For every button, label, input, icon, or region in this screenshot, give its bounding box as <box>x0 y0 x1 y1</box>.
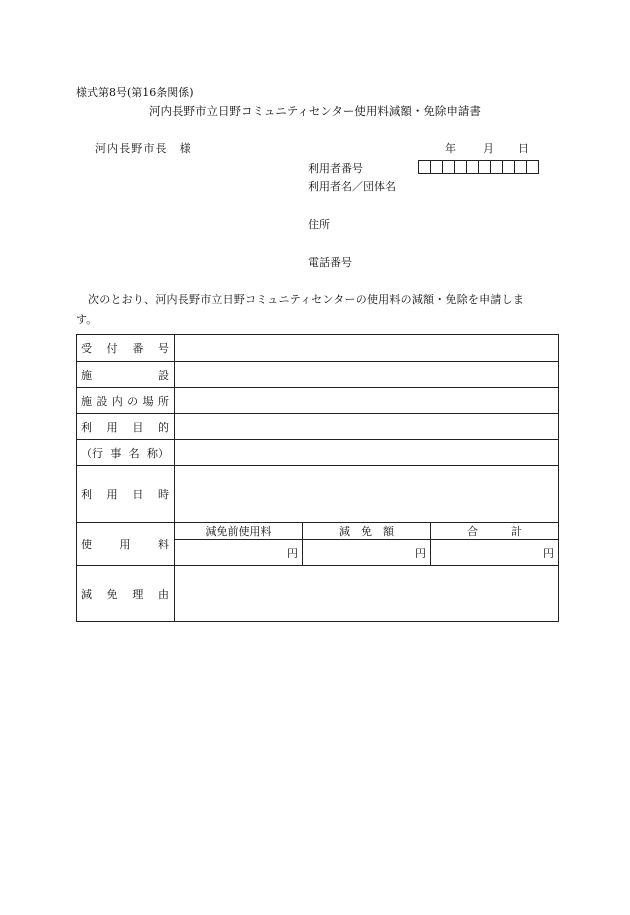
label-char: 号 <box>157 342 169 355</box>
table-row-datetime <box>77 466 559 523</box>
label-char: 使 <box>81 538 92 551</box>
label-char: 減 <box>81 587 92 601</box>
table-row-fee-header <box>77 523 559 540</box>
label-char: 利 <box>81 488 92 501</box>
label-char: 設 <box>96 394 108 408</box>
label-char: 施 <box>81 394 92 408</box>
label-char: 所 <box>157 394 169 408</box>
yen-unit: 円 <box>287 546 298 560</box>
datetime-value-cell[interactable] <box>175 466 559 523</box>
user-name-label: 利用者名／団体名 <box>308 180 396 193</box>
row-label <box>77 388 175 414</box>
label-char: 時 <box>157 488 169 501</box>
label-char: 内 <box>111 394 123 408</box>
form-number: 様式第8号(第16条関係) <box>76 86 194 99</box>
phone-label: 電話番号 <box>308 256 352 269</box>
fee-before-reduction-cell[interactable] <box>175 540 303 566</box>
label-char: 的 <box>157 420 169 434</box>
date-day-label: 日 <box>518 142 529 155</box>
table-row-event <box>77 440 559 466</box>
body-text-line2: す。 <box>76 313 98 326</box>
fee-sub-header: 減 免 額 <box>303 523 431 540</box>
fee-sub-header: 減免前使用料 <box>175 523 303 540</box>
label-char: 事 <box>110 446 122 460</box>
label-char: 日 <box>132 488 144 501</box>
yen-unit: 円 <box>543 546 554 560</box>
label-char: 免 <box>106 587 118 601</box>
form-title: 河内長野市立日野コミュニティセンター使用料減額・免除申請書 <box>149 104 481 118</box>
user-number-label: 利用者番号 <box>308 162 363 175</box>
label-char: 理 <box>132 587 144 601</box>
label-char: 受 <box>81 342 92 355</box>
label-char: 用 <box>119 538 131 551</box>
label-char: （行 <box>81 446 103 460</box>
row-label <box>77 335 175 362</box>
label-char: 番 <box>132 342 144 355</box>
label-char: 名 <box>128 446 140 460</box>
facility-value-cell[interactable] <box>175 362 559 388</box>
date-month-label: 月 <box>483 142 494 155</box>
purpose-value-cell[interactable] <box>175 414 559 440</box>
yen-unit: 円 <box>415 546 426 560</box>
body-text-line1: 次のとおり、河内長野市立日野コミュニティセンターの使用料の減額・免除を申請しま <box>88 293 525 306</box>
row-label <box>77 414 175 440</box>
user-number-digit-box[interactable] <box>526 160 539 174</box>
fee-sub-header: 合 計 <box>431 523 559 540</box>
label-char: 場 <box>142 394 154 408</box>
label-char: の <box>127 394 139 408</box>
address-label: 住所 <box>308 218 330 231</box>
fee-total-cell[interactable] <box>431 540 559 566</box>
label-char: 利 <box>81 420 92 434</box>
label-char: 用 <box>106 420 118 434</box>
label-char: 用 <box>106 488 118 501</box>
row-label <box>77 566 175 622</box>
fee-reduction-amount-cell[interactable] <box>303 540 431 566</box>
table-row-reason <box>77 566 559 622</box>
table-row-location <box>77 388 559 414</box>
label-char: 料 <box>158 538 169 551</box>
row-label <box>77 523 175 566</box>
label-char: 設 <box>158 368 169 382</box>
table-row-purpose <box>77 414 559 440</box>
row-label <box>77 362 175 388</box>
event-value-cell[interactable] <box>175 440 559 466</box>
table-row-receipt <box>77 335 559 362</box>
receipt-value-cell[interactable] <box>175 335 559 362</box>
user-number-boxes[interactable] <box>418 160 539 174</box>
label-char: 施 <box>81 368 92 382</box>
label-char: 付 <box>106 342 118 355</box>
location-value-cell[interactable] <box>175 388 559 414</box>
label-char: 目 <box>132 420 144 434</box>
date-year-label: 年 <box>445 142 456 155</box>
addressee: 河内長野市長 様 <box>95 142 192 155</box>
application-table <box>76 334 559 622</box>
label-char: 由 <box>157 587 169 601</box>
row-label <box>77 440 175 466</box>
row-label <box>77 466 175 523</box>
reason-value-cell[interactable] <box>175 566 559 622</box>
label-char: 称） <box>146 446 169 460</box>
table-row-facility <box>77 362 559 388</box>
